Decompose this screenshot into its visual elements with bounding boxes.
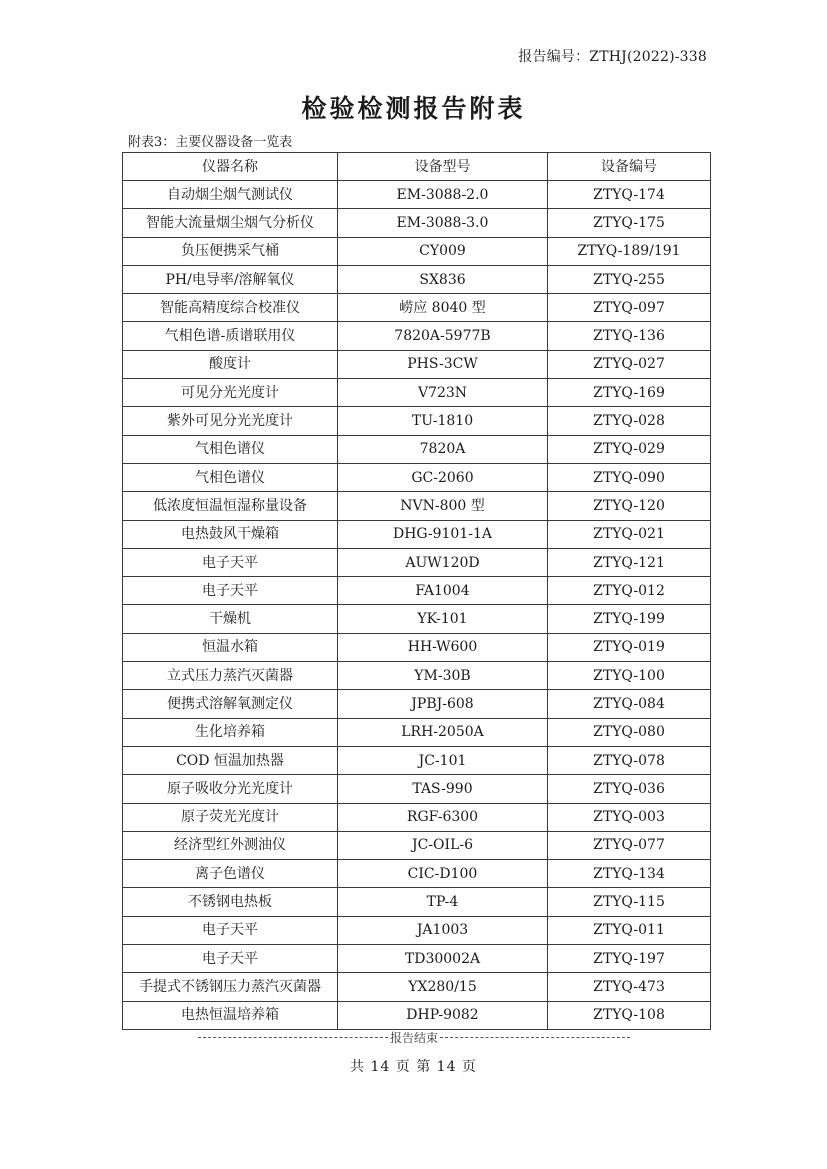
cell-model: GC-2060 [338, 463, 548, 491]
table-body [123, 181, 711, 1030]
cell-equipment-id: ZTYQ-134 [548, 860, 711, 888]
table-row [123, 294, 711, 322]
table-row [123, 463, 711, 491]
table-row [123, 322, 711, 350]
table-row [123, 916, 711, 944]
cell-model: TD30002A [338, 945, 548, 973]
table-row [123, 209, 711, 237]
cell-instrument-name: 电子天平 [123, 577, 338, 605]
dashed-divider-left [198, 1037, 388, 1038]
column-header-equipment-id: 设备编号 [548, 153, 711, 181]
cell-model: DHP-9082 [338, 1001, 548, 1029]
cell-instrument-name: 不锈钢电热板 [123, 888, 338, 916]
table-row [123, 181, 711, 209]
cell-instrument-name: 负压便携采气桶 [123, 237, 338, 265]
table-row [123, 520, 711, 548]
cell-model: JC-OIL-6 [338, 831, 548, 859]
table-row [123, 350, 711, 378]
cell-instrument-name: 生化培养箱 [123, 718, 338, 746]
table-row [123, 492, 711, 520]
table-header-row [123, 153, 711, 181]
cell-model: YM-30B [338, 662, 548, 690]
cell-instrument-name: 紫外可见分光光度计 [123, 407, 338, 435]
cell-instrument-name: 酸度计 [123, 350, 338, 378]
cell-instrument-name: 立式压力蒸汽灭菌器 [123, 662, 338, 690]
cell-instrument-name: 干燥机 [123, 605, 338, 633]
cell-instrument-name: 电热鼓风干燥箱 [123, 520, 338, 548]
cell-equipment-id: ZTYQ-012 [548, 577, 711, 605]
table-row [123, 831, 711, 859]
cell-instrument-name: 原子荧光光度计 [123, 803, 338, 831]
cell-equipment-id: ZTYQ-100 [548, 662, 711, 690]
cell-instrument-name: 离子色谱仪 [123, 860, 338, 888]
cell-instrument-name: 恒温水箱 [123, 633, 338, 661]
cell-equipment-id: ZTYQ-028 [548, 407, 711, 435]
table-row [123, 577, 711, 605]
cell-equipment-id: ZTYQ-078 [548, 746, 711, 774]
cell-model: LRH-2050A [338, 718, 548, 746]
cell-instrument-name: 经济型红外测油仪 [123, 831, 338, 859]
cell-instrument-name: 电热恒温培养箱 [123, 1001, 338, 1029]
table-row [123, 548, 711, 576]
report-end-marker [178, 1029, 650, 1046]
cell-model: AUW120D [338, 548, 548, 576]
table-row [123, 237, 711, 265]
cell-instrument-name: 电子天平 [123, 916, 338, 944]
table-row [123, 888, 711, 916]
cell-equipment-id: ZTYQ-136 [548, 322, 711, 350]
column-header-instrument-name: 仪器名称 [123, 153, 338, 181]
cell-model: EM-3088-3.0 [338, 209, 548, 237]
cell-model: YX280/15 [338, 973, 548, 1001]
table-row [123, 435, 711, 463]
cell-instrument-name: 智能大流量烟尘烟气分析仪 [123, 209, 338, 237]
cell-model: JC-101 [338, 746, 548, 774]
cell-model: HH-W600 [338, 633, 548, 661]
page-number: 共 14 页 第 14 页 [350, 1059, 477, 1075]
column-header-model: 设备型号 [338, 153, 548, 181]
cell-equipment-id: ZTYQ-174 [548, 181, 711, 209]
cell-equipment-id: ZTYQ-189/191 [548, 237, 711, 265]
cell-model: JA1003 [338, 916, 548, 944]
table-row [123, 860, 711, 888]
cell-equipment-id: ZTYQ-199 [548, 605, 711, 633]
cell-model: CY009 [338, 237, 548, 265]
cell-equipment-id: ZTYQ-120 [548, 492, 711, 520]
cell-equipment-id: ZTYQ-473 [548, 973, 711, 1001]
cell-model: JPBJ-608 [338, 690, 548, 718]
cell-model: 7820A [338, 435, 548, 463]
cell-equipment-id: ZTYQ-077 [548, 831, 711, 859]
cell-equipment-id: ZTYQ-029 [548, 435, 711, 463]
cell-instrument-name: 原子吸收分光光度计 [123, 775, 338, 803]
cell-equipment-id: ZTYQ-197 [548, 945, 711, 973]
cell-model: RGF-6300 [338, 803, 548, 831]
cell-equipment-id: ZTYQ-255 [548, 265, 711, 293]
page-title: 检验检测报告附表 [301, 94, 526, 123]
cell-instrument-name: 气相色谱-质谱联用仪 [123, 322, 338, 350]
equipment-table [122, 152, 711, 1030]
cell-instrument-name: 手提式不锈钢压力蒸汽灭菌器 [123, 973, 338, 1001]
table-row [123, 605, 711, 633]
table-row [123, 633, 711, 661]
cell-model: YK-101 [338, 605, 548, 633]
cell-equipment-id: ZTYQ-084 [548, 690, 711, 718]
table-row [123, 265, 711, 293]
cell-model: 崂应 8040 型 [338, 294, 548, 322]
table-row [123, 718, 711, 746]
table-row [123, 775, 711, 803]
cell-model: CIC-D100 [338, 860, 548, 888]
cell-model: V723N [338, 379, 548, 407]
table-row [123, 662, 711, 690]
cell-equipment-id: ZTYQ-011 [548, 916, 711, 944]
cell-instrument-name: 气相色谱仪 [123, 435, 338, 463]
cell-instrument-name: 电子天平 [123, 548, 338, 576]
cell-model: SX836 [338, 265, 548, 293]
dashed-divider-right [440, 1037, 630, 1038]
table-row [123, 803, 711, 831]
cell-instrument-name: 便携式溶解氧测定仪 [123, 690, 338, 718]
table-row [123, 379, 711, 407]
cell-instrument-name: COD 恒温加热器 [123, 746, 338, 774]
cell-equipment-id: ZTYQ-080 [548, 718, 711, 746]
cell-model: 7820A-5977B [338, 322, 548, 350]
cell-equipment-id: ZTYQ-027 [548, 350, 711, 378]
cell-model: FA1004 [338, 577, 548, 605]
cell-instrument-name: 可见分光光度计 [123, 379, 338, 407]
cell-model: DHG-9101-1A [338, 520, 548, 548]
table-caption: 附表3：主要仪器设备一览表 [128, 135, 293, 150]
report-number: 报告编号：ZTHJ(2022)-338 [518, 49, 707, 65]
table-row [123, 945, 711, 973]
cell-instrument-name: 电子天平 [123, 945, 338, 973]
cell-model: PHS-3CW [338, 350, 548, 378]
cell-equipment-id: ZTYQ-121 [548, 548, 711, 576]
cell-equipment-id: ZTYQ-036 [548, 775, 711, 803]
cell-model: TAS-990 [338, 775, 548, 803]
table-row [123, 1001, 711, 1029]
cell-equipment-id: ZTYQ-115 [548, 888, 711, 916]
table-row [123, 746, 711, 774]
table-row [123, 690, 711, 718]
cell-model: NVN-800 型 [338, 492, 548, 520]
cell-model: EM-3088-2.0 [338, 181, 548, 209]
report-end-text: 报告结束 [389, 1031, 438, 1045]
cell-instrument-name: 智能高精度综合校准仪 [123, 294, 338, 322]
table-row [123, 973, 711, 1001]
cell-model: TP-4 [338, 888, 548, 916]
cell-instrument-name: 气相色谱仪 [123, 463, 338, 491]
cell-equipment-id: ZTYQ-003 [548, 803, 711, 831]
table-row [123, 407, 711, 435]
cell-equipment-id: ZTYQ-021 [548, 520, 711, 548]
cell-instrument-name: PH/电导率/溶解氧仪 [123, 265, 338, 293]
cell-equipment-id: ZTYQ-175 [548, 209, 711, 237]
cell-equipment-id: ZTYQ-090 [548, 463, 711, 491]
cell-equipment-id: ZTYQ-019 [548, 633, 711, 661]
cell-equipment-id: ZTYQ-108 [548, 1001, 711, 1029]
cell-instrument-name: 低浓度恒温恒湿称量设备 [123, 492, 338, 520]
cell-instrument-name: 自动烟尘烟气测试仪 [123, 181, 338, 209]
cell-equipment-id: ZTYQ-169 [548, 379, 711, 407]
cell-equipment-id: ZTYQ-097 [548, 294, 711, 322]
cell-model: TU-1810 [338, 407, 548, 435]
